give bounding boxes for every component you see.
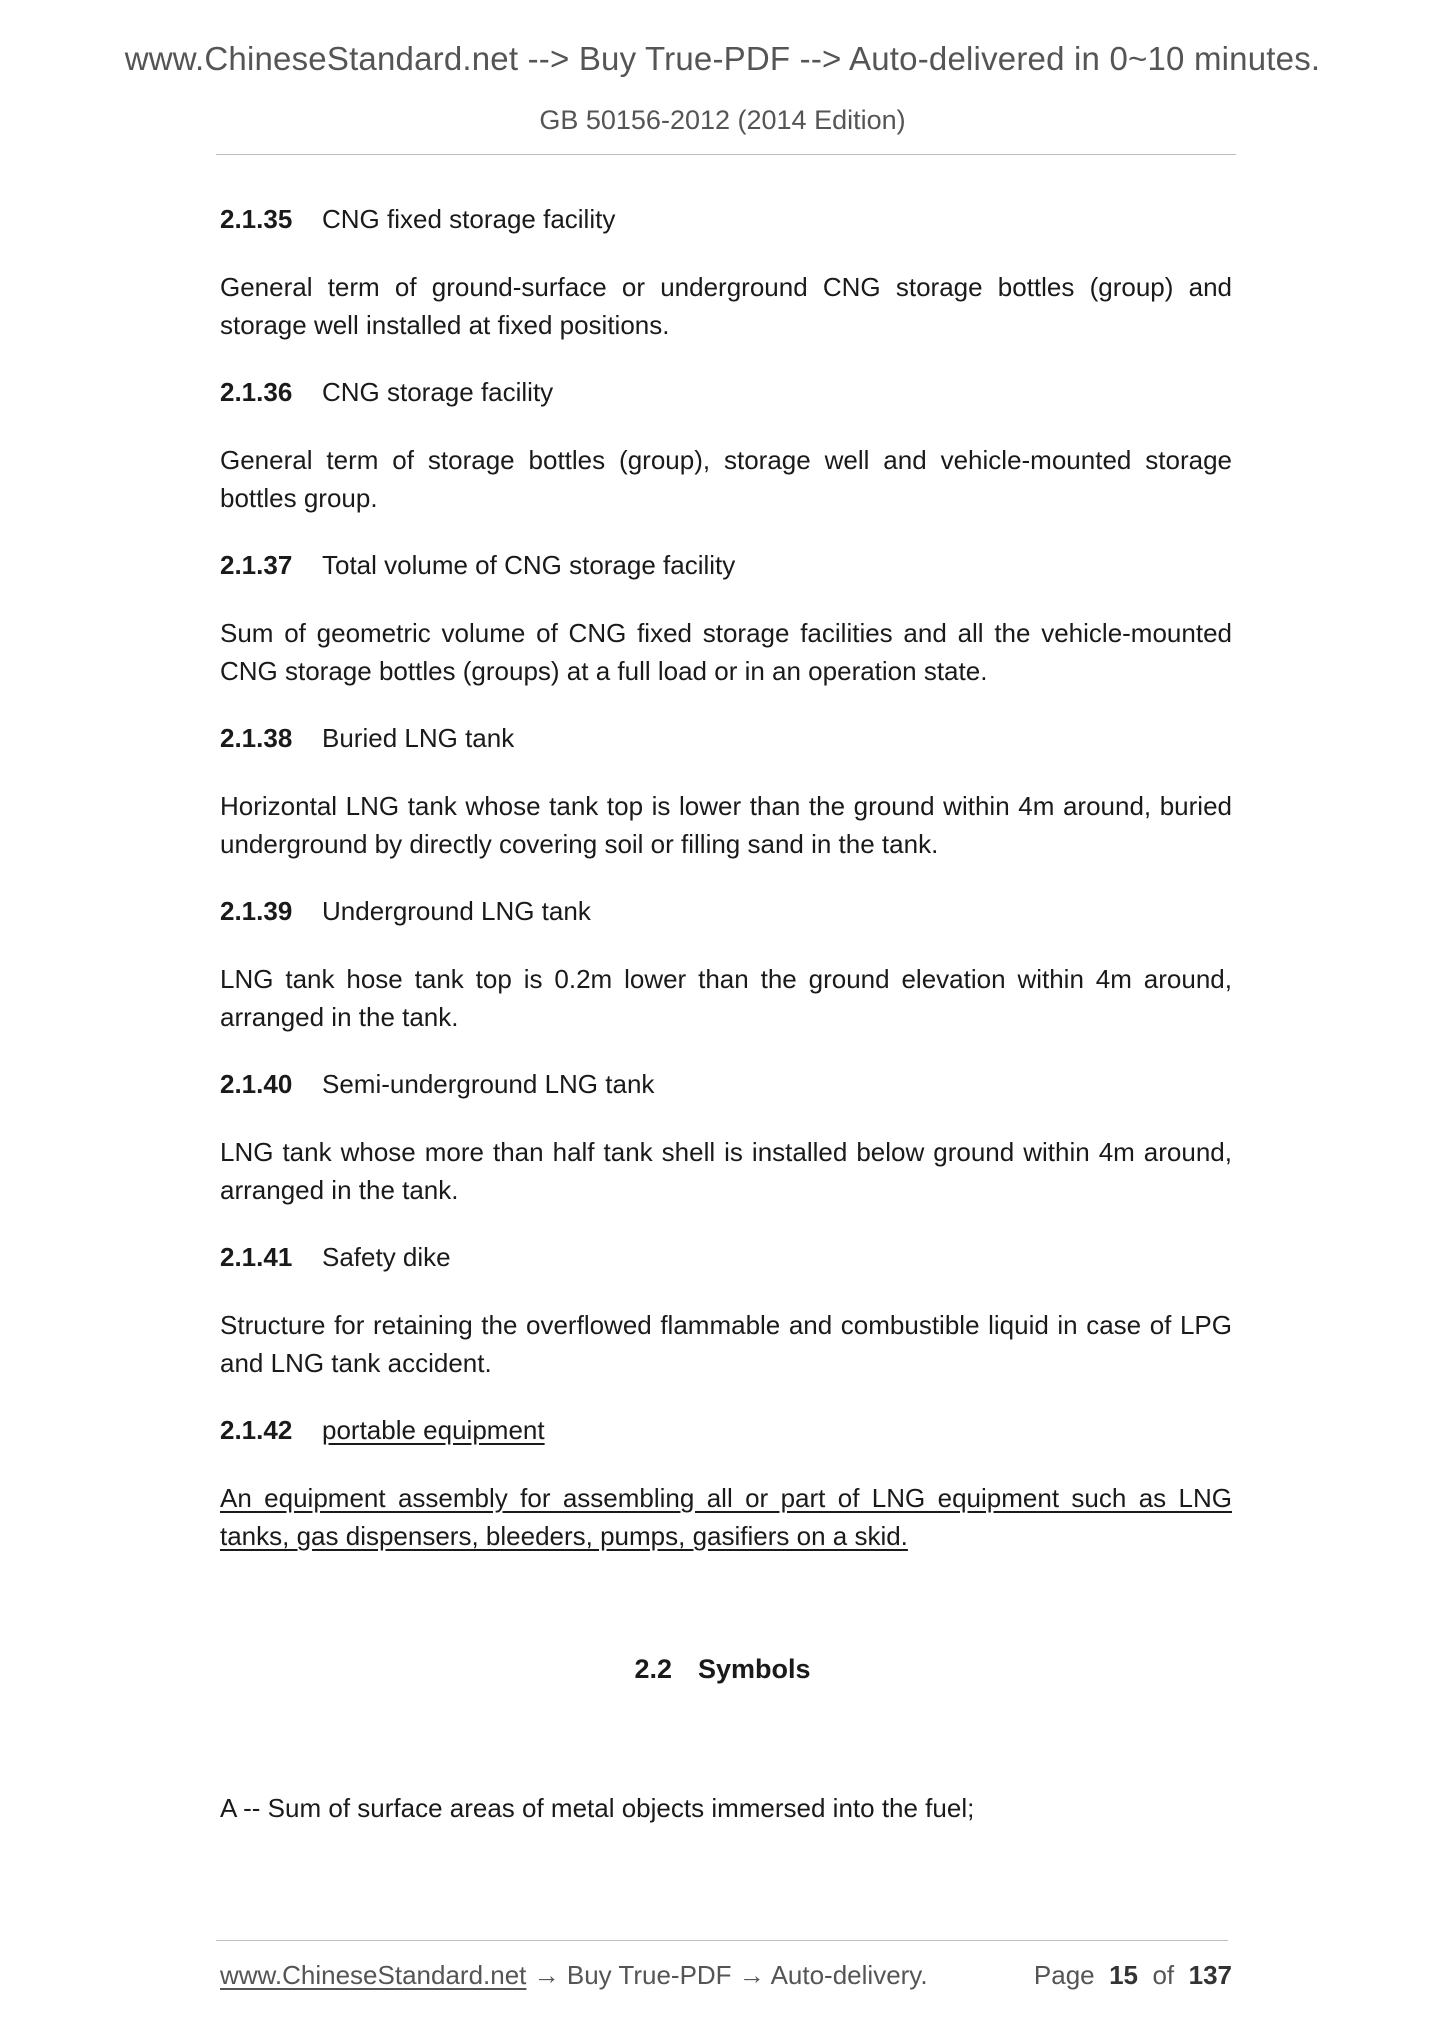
section-number: 2.2: [634, 1654, 672, 1684]
clause-definition: An equipment assembly for assembling all or part of LNG equipment such as LNG tanks, gas dispensers, bleeders, pumps, gasifiers on a skid.: [220, 1483, 1232, 1551]
clause-heading: [220, 892, 1232, 930]
clause-definition: Horizontal LNG tank whose tank top is lower than the ground within 4m around, buried underground by directly covering soil or filling sand in the tank.: [220, 791, 1232, 859]
page-indicator: [1034, 1960, 1232, 1991]
clause-definition: Structure for retaining the overflowed flammable and combustible liquid in case of LPG and LNG tank accident.: [220, 1310, 1232, 1378]
clause-term: Semi-underground LNG tank: [322, 1069, 655, 1099]
clause-definition: LNG tank hose tank top is 0.2m lower than the ground elevation within 4m around, arranged in the tank.: [220, 964, 1232, 1032]
document-id: GB 50156-2012 (2014 Edition): [539, 105, 906, 135]
clause-definition: General term of storage bottles (group), storage well and vehicle-mounted storage bottles group.: [220, 445, 1232, 513]
footer-link[interactable]: www.ChineseStandard.net: [220, 1960, 527, 1990]
page-label: Page: [1033, 1960, 1095, 1990]
clause-number: 2.1.40: [220, 1069, 293, 1099]
clause-number: 2.1.41: [220, 1242, 293, 1272]
clause-term: CNG storage facility: [322, 377, 554, 407]
clause-definition: General term of ground-surface or underground CNG storage bottles (group) and storage well installed at fixed positions.: [220, 272, 1232, 340]
symbol-definition: A -- Sum of surface areas of metal objects immersed into the fuel;: [220, 1793, 975, 1823]
section-heading: [0, 1654, 1445, 1685]
clause-heading: [220, 719, 1232, 757]
clause-number: 2.1.38: [220, 723, 293, 753]
clause-heading: [220, 546, 1232, 584]
clause-term: Safety dike: [322, 1242, 451, 1272]
clause-term: Buried LNG tank: [322, 723, 515, 753]
clause-number: 2.1.39: [220, 896, 293, 926]
site-banner: www.ChineseStandard.net --> Buy True-PDF --> Auto-delivered in 0~10 minutes.: [124, 40, 1321, 77]
section-title: Symbols: [698, 1654, 811, 1684]
footer-divider: [216, 1940, 1228, 1941]
page-of: of: [1152, 1960, 1175, 1990]
clause-heading: [220, 1238, 1232, 1276]
clause-number: 2.1.37: [220, 550, 293, 580]
clause-number: 2.1.36: [220, 377, 293, 407]
clause-heading: [220, 1065, 1232, 1103]
clause-term: Underground LNG tank: [322, 896, 591, 926]
clause-heading: [220, 373, 1232, 411]
clause-definition: LNG tank whose more than half tank shell is installed below ground within 4m around, arranged in the tank.: [220, 1137, 1232, 1205]
page-footer: [220, 1960, 1232, 1991]
page-number: 15: [1109, 1960, 1139, 1990]
clause-definition: Sum of geometric volume of CNG fixed storage facilities and all the vehicle-mounted CNG storage bottles (groups) at a full load or in an operation state.: [220, 618, 1232, 686]
clause-term: CNG fixed storage facility: [322, 204, 616, 234]
clause-heading: [220, 1411, 1232, 1449]
clause-heading: [220, 200, 1232, 238]
clause-number: 2.1.42: [220, 1415, 293, 1445]
page-total: 137: [1188, 1960, 1232, 1990]
clause-term: Total volume of CNG storage facility: [322, 550, 736, 580]
clause-number: 2.1.35: [220, 204, 293, 234]
clause-term: portable equipment: [322, 1415, 545, 1445]
header-divider: [216, 154, 1236, 155]
footer-text: → Buy True-PDF → Auto-delivery.: [526, 1960, 928, 1990]
